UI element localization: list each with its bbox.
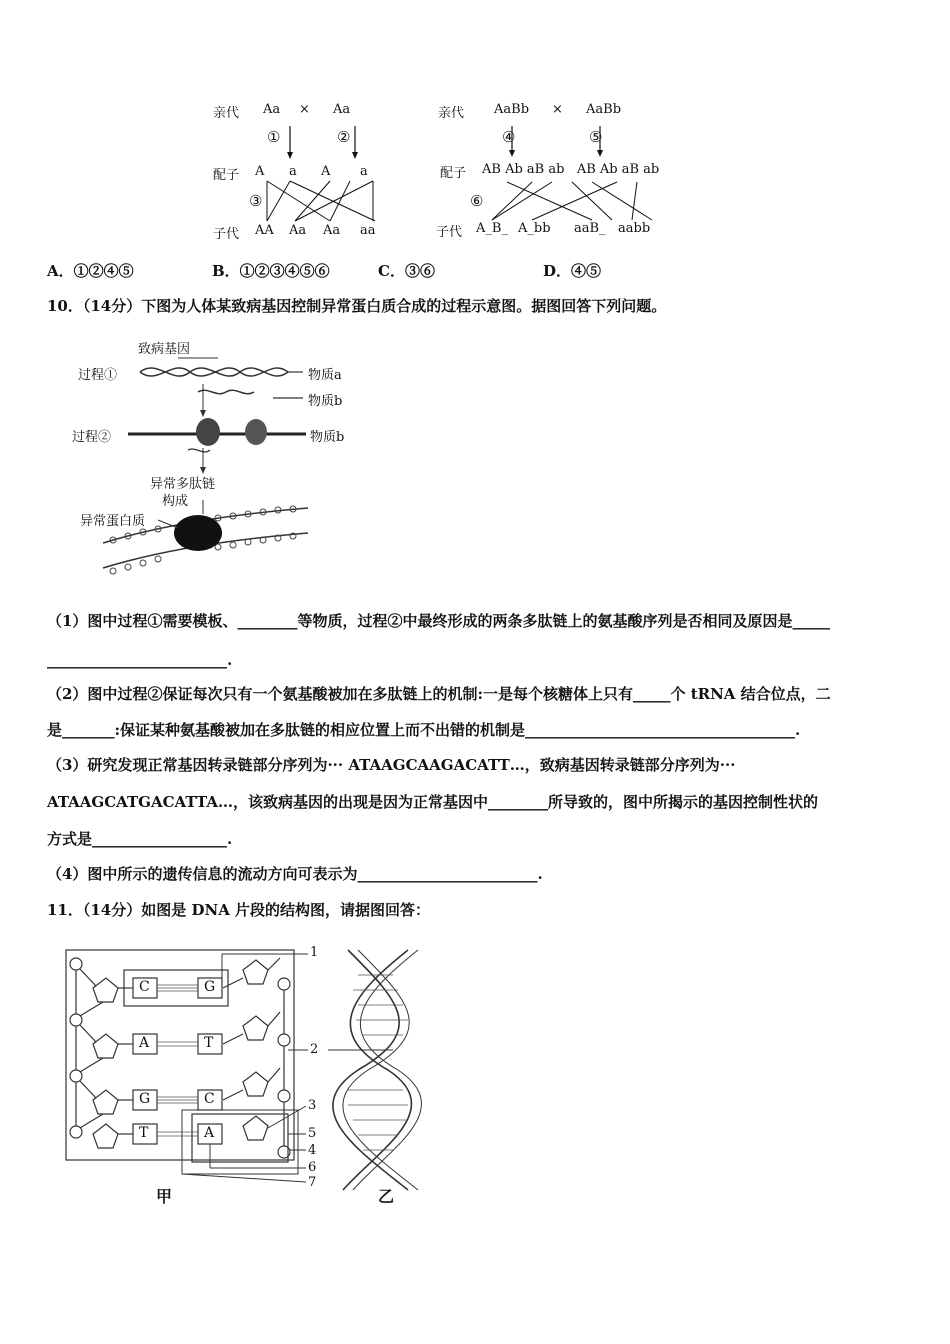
base-left-2: A <box>139 1035 150 1051</box>
process-2-label: 过程② <box>72 430 112 445</box>
base-right-1: G <box>204 979 216 995</box>
parent-label-2: 亲代 <box>438 106 465 121</box>
offspring-2-3: aaB_ <box>574 221 606 236</box>
base-right-3: C <box>204 1091 215 1107</box>
parent-label: 亲代 <box>213 106 240 121</box>
offspring-1: AA <box>255 223 274 238</box>
dna-structure-diagram <box>58 940 458 1210</box>
substance-b2-label: 物质b <box>310 430 345 445</box>
offspring-4: aa <box>360 223 376 238</box>
parent-2: Aa <box>333 102 351 117</box>
abnormal-chain-label: 异常多肽链 <box>150 477 216 492</box>
cross-symbol: × <box>299 102 310 117</box>
label-jia: 甲 <box>156 1187 173 1206</box>
q10-part3-line1: （3）研究发现正常基因转录链部分序列为··· ATAAGCAAGACATT…，致病基因转录链部分序列为··· <box>47 756 736 774</box>
gamete-2: a <box>289 164 297 179</box>
step-2: ② <box>337 128 351 146</box>
label-number-3: 3 <box>308 1098 317 1113</box>
q10-part2-line1: （2）图中过程②保证每次只有一个氨基酸被加在多肽链上的机制:一是每个核糖体上只有_____个 tRNA 结合位点，二 <box>47 685 831 703</box>
cross-symbol-2: × <box>552 102 563 117</box>
step-4: ④ <box>502 128 516 146</box>
q9-option-d: D．④⑤ <box>543 262 602 280</box>
compose-label: 构成 <box>162 494 189 509</box>
label-number-1: 1 <box>310 945 319 960</box>
offspring-label-2: 子代 <box>436 225 463 240</box>
substance-b-label: 物质b <box>308 394 343 409</box>
label-number-2: 2 <box>310 1042 319 1057</box>
offspring-2-1: A_B_ <box>476 221 508 236</box>
parent-2-2: AaBb <box>586 102 622 117</box>
gamete-label-2: 配子 <box>440 166 467 181</box>
cross-diagram-1 <box>205 96 405 244</box>
offspring-2: Aa <box>289 223 307 238</box>
q10-part3-line3: 方式是__________________. <box>47 830 233 848</box>
offspring-2-2: A_bb <box>518 221 551 236</box>
offspring-3: Aa <box>323 223 341 238</box>
step-6: ⑥ <box>470 192 484 210</box>
q11-figure <box>58 940 458 1210</box>
step-5: ⑤ <box>589 128 603 146</box>
label-yi: 乙 <box>378 1187 395 1206</box>
q10-part4-line1: （4）图中所示的遗传信息的流动方向可表示为________________________. <box>47 865 543 883</box>
base-right-2: T <box>204 1035 214 1051</box>
gamete-label: 配子 <box>213 168 240 183</box>
label-number-4: 4 <box>308 1143 317 1158</box>
base-left-1: C <box>139 979 150 995</box>
q10-part1-line2: ________________________. <box>47 651 233 669</box>
offspring-2-4: aabb <box>618 221 651 236</box>
parent-2-1: AaBb <box>494 102 530 117</box>
q10-part1-line1: （1）图中过程①需要模板、________等物质，过程②中最终形成的两条多肽链上的氨基酸序列是否相同及原因是_____ <box>47 612 830 630</box>
q10-part2-line2: 是_______:保证某种氨基酸被加在多肽链的相应位置上而不出错的机制是____________________________________. <box>47 721 801 739</box>
q9-option-c: C．③⑥ <box>378 262 435 280</box>
gamete-3: A <box>321 164 331 179</box>
q10-stem: 10．（14分）下图为人体某致病基因控制异常蛋白质合成的过程示意图。据图回答下列问题。 <box>47 297 667 315</box>
base-left-3: G <box>139 1091 151 1107</box>
label-number-5: 5 <box>308 1126 317 1141</box>
gametes-2: AB Ab aB ab AB Ab aB ab <box>482 162 660 177</box>
label-number-6: 6 <box>308 1160 317 1175</box>
base-right-4: A <box>204 1125 215 1141</box>
offspring-label: 子代 <box>213 227 240 242</box>
q9-option-a: A．①②④⑤ <box>47 262 134 280</box>
cross-diagram-2 <box>432 96 672 244</box>
substance-a-label: 物质a <box>308 368 342 383</box>
label-number-7: 7 <box>308 1175 317 1190</box>
q11-stem: 11．（14分）如图是 DNA 片段的结构图，请据图回答： <box>47 901 431 919</box>
parent-1: Aa <box>263 102 281 117</box>
process-1-label: 过程① <box>78 368 118 383</box>
pathogenic-gene-label: 致病基因 <box>138 342 191 357</box>
step-1: ① <box>267 128 281 146</box>
step-3: ③ <box>249 192 263 210</box>
gamete-1: A <box>255 164 265 179</box>
q10-part3-line2: ATAAGCATGACATTA…，该致病基因的出现是因为正常基因中________所导致的，图中所揭示的基因控制性状的 <box>47 793 818 811</box>
base-left-4: T <box>139 1125 149 1141</box>
q9-option-b: B．①②③④⑤⑥ <box>212 262 330 280</box>
gamete-4: a <box>360 164 368 179</box>
q10-figure <box>58 328 358 590</box>
abnormal-protein-label: 异常蛋白质 <box>80 514 146 529</box>
